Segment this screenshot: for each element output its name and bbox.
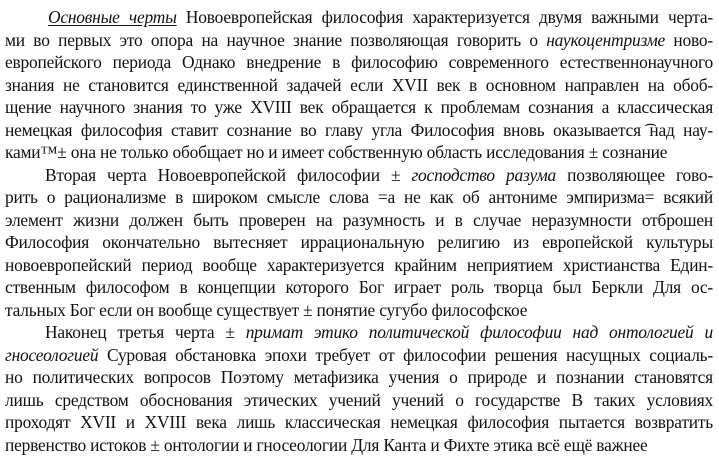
text-segment: Новоевропейская философия характеризуется двумя важными черта- <box>176 7 714 27</box>
text-line <box>5 96 713 118</box>
text-line <box>5 254 713 276</box>
text-segment: проходят XVII и XVIII века лишь классическая немецкая философия пытается возвратить <box>5 412 713 432</box>
text-line <box>5 186 713 208</box>
text-segment: европейского периода Однако внедрение в философию современного естественнонаучного <box>5 52 713 72</box>
text-line <box>5 389 713 411</box>
text-segment: Суровая обстановка эпохи требует от философии решения насущных социаль- <box>98 344 713 365</box>
text-line <box>5 344 713 366</box>
text-line <box>5 366 713 388</box>
text-segment: новоевропейский период вообще характеризуется крайним неприятием христианства Един- <box>5 254 713 275</box>
text-segment: но политических вопросов Поэтому метафизика учения о природе и познании становятся <box>5 367 713 387</box>
text-segment: наукоцентризме <box>546 29 666 50</box>
text-segment: знания не становится единственной задачей если XVII век в основном направлен на обоб- <box>5 74 713 95</box>
text-line <box>5 231 713 253</box>
text-segment: ново- <box>665 29 713 50</box>
text-segment: позволяющее гово- <box>556 164 713 185</box>
text-line <box>45 164 713 186</box>
text-segment: рить о рационализме в широком смысле слова =а не как об антониме эмпиризма= всякий <box>5 187 713 207</box>
text-line <box>5 141 713 163</box>
text-segment: Вторая черта Новоевропейской философии ± <box>45 164 412 185</box>
text-segment: ками™± она не только обобщает но и имеет собственную область исследования ± сознание <box>5 142 668 162</box>
text-line <box>5 276 713 298</box>
text-line <box>5 51 713 73</box>
text-line <box>5 411 713 433</box>
text-line <box>45 321 713 343</box>
section-heading: Основные черты <box>48 7 177 27</box>
text-segment: первенство истоков ± онтологии и гносеологии Для Канта и Фихте этика всё ещё важнее <box>5 434 648 455</box>
text-segment: Наконец третья черта ± <box>45 322 246 342</box>
text-segment: тальных Бог если он вообще существует ± понятие сугубо философское <box>5 299 528 320</box>
text-segment: лишь средством обоснования этических учений учений о государстве В таких условиях <box>5 389 713 410</box>
text-segment: ственным философом в концепции которого Бог играет роль творца был Беркли Для ос- <box>5 277 713 297</box>
text-segment: немецкая философия ставит сознание во главу угла Философия вновь оказывается ͡над нау- <box>5 119 713 140</box>
text-line <box>5 119 713 141</box>
text-line <box>5 74 713 96</box>
text-segment: щение научного знания то уже XVIII век обращается к проблемам сознания а классическая <box>5 97 713 117</box>
text-line <box>5 434 713 456</box>
text-line <box>48 6 713 28</box>
text-line <box>5 299 713 321</box>
text-segment: элемент жизни должен быть проверен на разумность и в случае неразумности отброшен <box>5 209 713 230</box>
text-segment: примат этико политической философии над онтологией и <box>245 322 713 342</box>
text-line <box>5 29 713 51</box>
text-segment: гносеологией <box>5 344 99 365</box>
text-segment: Философия окончательно вытесняет иррациональную религию из европейской культуры <box>5 232 713 252</box>
text-segment: ми во первых это опора на научное знание позволяющая говорить о <box>5 29 547 50</box>
text-line <box>5 209 713 231</box>
text-segment: господство разума <box>411 164 556 185</box>
